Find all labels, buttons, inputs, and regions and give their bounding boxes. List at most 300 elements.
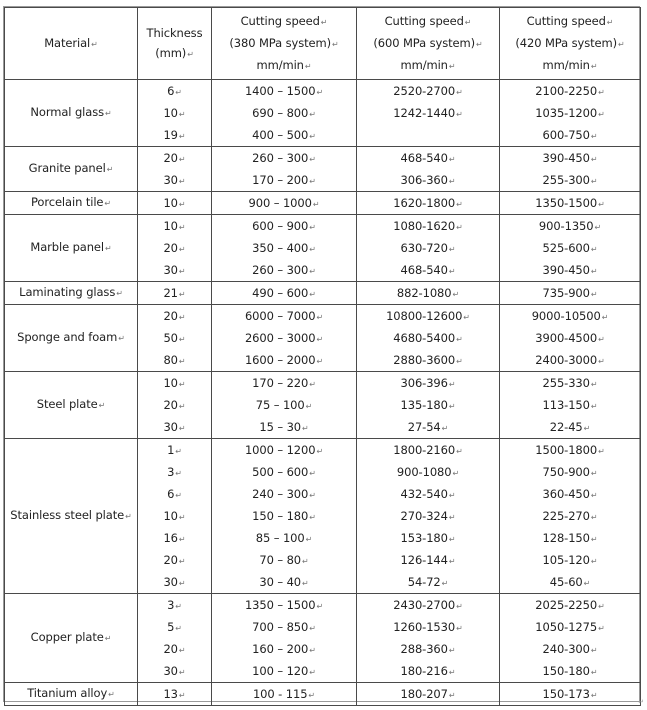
material-label: Copper plate <box>30 630 104 644</box>
paragraph-mark-icon: ↵ <box>448 646 456 655</box>
paragraph-mark-icon: ↵ <box>464 18 472 27</box>
cell-text: 1350-1500 <box>535 196 598 210</box>
paragraph-mark-icon: ↵ <box>590 691 598 700</box>
paragraph-mark-icon: ↵ <box>302 424 309 433</box>
cell-text: 600-750 <box>542 128 590 142</box>
table-body <box>5 80 641 706</box>
cell-text: 390-450 <box>542 263 590 277</box>
speed-value <box>212 80 356 102</box>
table-frame <box>3 6 640 702</box>
speed-cell-420 <box>500 215 641 282</box>
header-speed-380-line3: mm/min <box>256 58 304 72</box>
thickness-value <box>138 461 211 483</box>
paragraph-mark-icon: ↵ <box>309 245 316 254</box>
speed-cell-600 <box>357 282 500 305</box>
paragraph-mark-icon: ↵ <box>178 223 186 232</box>
speed-value <box>212 147 356 169</box>
speed-cell-380 <box>212 683 357 706</box>
cell-text: 882-1080 <box>396 286 452 300</box>
paragraph-mark-icon: ↵ <box>448 155 456 164</box>
cell-text: 15 – 30 <box>259 420 302 434</box>
header-thickness-line2: (mm) <box>155 46 187 60</box>
cell-text: 1035-1200 <box>535 106 598 120</box>
paragraph-mark-icon: ↵ <box>309 177 316 186</box>
thickness-cell <box>138 372 212 439</box>
paragraph-mark-icon: ↵ <box>590 177 598 186</box>
cell-text: 126-144 <box>400 553 448 567</box>
cell-text: 400 – 500 <box>252 128 309 142</box>
speed-value <box>500 282 640 304</box>
thickness-value <box>138 394 211 416</box>
speed-cell-420 <box>500 683 641 706</box>
paragraph-mark-icon: ↵ <box>316 447 324 456</box>
speed-value <box>212 616 356 638</box>
material-cell <box>5 372 138 439</box>
speed-cell-420 <box>500 80 641 147</box>
paragraph-mark-icon: ↵ <box>456 200 463 209</box>
cell-text: 70 – 80 <box>259 553 302 567</box>
paragraph-mark-icon: ↵ <box>456 602 463 611</box>
paragraph-mark-icon: ↵ <box>448 535 456 544</box>
paragraph-mark-icon: ↵ <box>305 535 313 544</box>
speed-value <box>500 527 640 549</box>
paragraph-mark-icon: ↵ <box>598 335 605 344</box>
paragraph-mark-icon: ↵ <box>304 62 312 71</box>
cell-text: 1260-1530 <box>393 620 456 634</box>
cell-text: 306-360 <box>400 173 448 187</box>
paragraph-mark-icon: ↵ <box>590 62 598 71</box>
speed-value <box>357 683 499 705</box>
cell-text: 19 <box>163 128 178 142</box>
paragraph-mark-icon: ↵ <box>178 380 186 389</box>
paragraph-mark-icon: ↵ <box>452 290 460 299</box>
paragraph-mark-icon: ↵ <box>309 267 316 276</box>
speed-value <box>357 660 499 682</box>
paragraph-mark-icon: ↵ <box>456 357 463 366</box>
paragraph-mark-icon: ↵ <box>590 155 598 164</box>
thickness-value <box>138 282 211 304</box>
cell-text: 6000 – 7000 <box>244 309 316 323</box>
speed-value <box>357 394 499 416</box>
paragraph-mark-icon: ↵ <box>125 512 132 521</box>
speed-cell-420 <box>500 372 641 439</box>
cell-text: 1080-1620 <box>393 219 456 233</box>
cell-text: 30 <box>163 664 178 678</box>
paragraph-mark-icon: ↵ <box>178 110 186 119</box>
material-cell <box>5 305 138 372</box>
paragraph-mark-icon: ↵ <box>309 491 316 500</box>
thickness-value <box>138 192 211 214</box>
paragraph-mark-icon: ↵ <box>309 290 316 299</box>
speed-value <box>357 327 499 349</box>
cell-text: 30 <box>163 173 178 187</box>
header-row <box>5 8 641 80</box>
cell-text: 75 – 100 <box>255 398 305 412</box>
header-speed-600 <box>357 8 500 80</box>
paragraph-mark-icon: ↵ <box>598 357 605 366</box>
speed-value <box>500 683 640 705</box>
cell-text: 1 <box>167 443 175 457</box>
paragraph-mark-icon: ↵ <box>456 110 463 119</box>
cell-text: 10 <box>163 509 178 523</box>
speed-value <box>500 147 640 169</box>
speed-value <box>212 169 356 191</box>
paragraph-mark-icon: ↵ <box>590 267 598 276</box>
paragraph-mark-icon: ↵ <box>187 50 194 59</box>
speed-value <box>500 124 640 146</box>
speed-cell-380 <box>212 147 357 192</box>
speed-cell-380 <box>212 80 357 147</box>
paragraph-mark-icon: ↵ <box>448 245 456 254</box>
cell-text: 30 – 40 <box>259 575 302 589</box>
speed-value <box>357 483 499 505</box>
paragraph-mark-icon: ↵ <box>448 691 456 700</box>
paragraph-mark-icon: ↵ <box>178 646 186 655</box>
material-label: Titanium alloy <box>27 686 108 700</box>
speed-value <box>212 416 356 438</box>
speed-value <box>212 102 356 124</box>
speed-value <box>212 394 356 416</box>
paragraph-mark-icon: ↵ <box>583 424 591 433</box>
cell-text: 1000 – 1200 <box>244 443 316 457</box>
speed-value <box>500 327 640 349</box>
thickness-value <box>138 416 211 438</box>
speed-value <box>500 483 640 505</box>
speed-value <box>500 169 640 191</box>
header-thickness <box>138 8 212 80</box>
paragraph-mark-icon: ↵ <box>309 513 316 522</box>
paragraph-mark-icon: ↵ <box>105 244 112 253</box>
paragraph-mark-icon: ↵ <box>590 380 598 389</box>
cell-text: 54-72 <box>407 575 441 589</box>
material-cell <box>5 594 138 683</box>
cell-text: 1620-1800 <box>393 196 456 210</box>
speed-value <box>212 349 356 371</box>
material-group-row <box>5 80 641 147</box>
cell-text: 105-120 <box>542 553 590 567</box>
paragraph-mark-icon: ↵ <box>618 40 625 49</box>
paragraph-mark-icon: ↵ <box>590 513 598 522</box>
paragraph-mark-icon: ↵ <box>448 267 456 276</box>
cell-text: 160 – 200 <box>252 642 309 656</box>
speed-value <box>212 192 356 214</box>
speed-value <box>357 192 499 214</box>
paragraph-mark-icon: ↵ <box>590 245 598 254</box>
speed-value <box>500 372 640 394</box>
cell-text: 16 <box>163 531 178 545</box>
cell-text: 5 <box>167 620 175 634</box>
paragraph-mark-icon: ↵ <box>178 535 186 544</box>
thickness-cell <box>138 192 212 215</box>
speed-value <box>500 237 640 259</box>
cell-text: 10 <box>163 196 178 210</box>
paragraph-mark-icon: ↵ <box>448 177 456 186</box>
paragraph-mark-icon: ↵ <box>178 513 186 522</box>
paragraph-mark-icon: ↵ <box>175 469 182 478</box>
paragraph-mark-icon: ↵ <box>312 200 320 209</box>
paragraph-mark-icon: ↵ <box>309 624 316 633</box>
speed-value <box>357 549 499 571</box>
paragraph-mark-icon: ↵ <box>178 267 186 276</box>
paragraph-mark-icon: ↵ <box>309 646 316 655</box>
cell-text: 900-1080 <box>396 465 452 479</box>
speed-value <box>357 349 499 371</box>
paragraph-mark-icon: ↵ <box>606 18 614 27</box>
speed-cell-380 <box>212 439 357 594</box>
speed-value <box>357 215 499 237</box>
cell-text: 750-900 <box>542 465 590 479</box>
header-material <box>5 8 138 80</box>
speed-cell-420 <box>500 192 641 215</box>
material-group-row <box>5 192 641 215</box>
cell-text: 150 – 180 <box>252 509 309 523</box>
paragraph-mark-icon: ↵ <box>441 579 449 588</box>
header-material-label: Material <box>44 36 91 50</box>
cell-text: 100 – 120 <box>252 664 309 678</box>
paragraph-mark-icon: ↵ <box>441 424 449 433</box>
cell-text: 1600 – 2000 <box>244 353 316 367</box>
thickness-value <box>138 571 211 593</box>
speed-value <box>212 372 356 394</box>
paragraph-mark-icon: ↵ <box>175 447 182 456</box>
speed-cell-380 <box>212 282 357 305</box>
material-label: Steel plate <box>36 397 98 411</box>
cell-text: 150-173 <box>542 687 590 701</box>
cell-text: 113-150 <box>542 398 590 412</box>
cell-text: 468-540 <box>400 263 448 277</box>
material-cell <box>5 147 138 192</box>
cell-text: 20 <box>163 642 178 656</box>
cell-text: 260 – 300 <box>252 263 309 277</box>
paragraph-mark-icon: ↵ <box>178 668 186 677</box>
cell-text: 170 – 200 <box>252 173 309 187</box>
speed-value <box>500 571 640 593</box>
speed-value <box>212 124 356 146</box>
thickness-value <box>138 660 211 682</box>
cell-text: 80 <box>163 353 178 367</box>
paragraph-mark-icon: ↵ <box>601 313 609 322</box>
speed-value <box>357 461 499 483</box>
cell-text: 20 <box>163 309 178 323</box>
paragraph-mark-icon: ↵ <box>178 579 186 588</box>
paragraph-mark-icon: ↵ <box>302 557 309 566</box>
paragraph-mark-icon: ↵ <box>178 245 186 254</box>
cell-text: 135-180 <box>400 398 448 412</box>
cell-text: 10 <box>163 219 178 233</box>
cell-text: 2025-2250 <box>535 598 598 612</box>
speed-cell-380 <box>212 192 357 215</box>
paragraph-mark-icon: ↵ <box>309 155 316 164</box>
material-group-row <box>5 594 641 683</box>
cell-text: 468-540 <box>400 151 448 165</box>
paragraph-mark-icon: ↵ <box>178 424 186 433</box>
cell-text: 10 <box>163 376 178 390</box>
speed-value <box>500 660 640 682</box>
material-cell <box>5 192 138 215</box>
cell-text: 1350 – 1500 <box>244 598 316 612</box>
cell-text: 900 – 1000 <box>248 196 312 210</box>
cell-text: 150-180 <box>542 664 590 678</box>
speed-value <box>212 259 356 281</box>
header-speed-420-line3: mm/min <box>542 58 590 72</box>
paragraph-mark-icon: ↵ <box>305 402 313 411</box>
cell-text: 3 <box>167 465 175 479</box>
thickness-value <box>138 259 211 281</box>
paragraph-mark-icon: ↵ <box>309 380 316 389</box>
cell-text: 45-60 <box>549 575 583 589</box>
material-group-row <box>5 215 641 282</box>
paragraph-mark-icon: ↵ <box>448 62 456 71</box>
paragraph-mark-icon: ↵ <box>452 469 460 478</box>
thickness-value <box>138 215 211 237</box>
paragraph-mark-icon: ↵ <box>598 88 605 97</box>
thickness-value <box>138 305 211 327</box>
header-speed-600-line3: mm/min <box>400 58 448 72</box>
cell-text: 10800-12600 <box>386 309 463 323</box>
speed-value <box>500 215 640 237</box>
speed-cell-420 <box>500 594 641 683</box>
speed-cell-420 <box>500 305 641 372</box>
paragraph-mark-icon: ↵ <box>594 223 602 232</box>
speed-value <box>500 616 640 638</box>
paragraph-mark-icon: ↵ <box>309 132 316 141</box>
thickness-cell <box>138 594 212 683</box>
paragraph-mark-icon: ↵ <box>178 557 186 566</box>
cell-text: 9000-10500 <box>531 309 601 323</box>
paragraph-mark-icon: ↵ <box>456 447 463 456</box>
cell-text: 630-720 <box>400 241 448 255</box>
header-speed-420 <box>500 8 641 80</box>
speed-value <box>212 327 356 349</box>
speed-value <box>357 571 499 593</box>
material-group-row <box>5 439 641 594</box>
material-cell <box>5 282 138 305</box>
paragraph-mark-icon: ↵ <box>476 40 483 49</box>
speed-value <box>212 660 356 682</box>
paragraph-mark-icon: ↵ <box>463 313 470 322</box>
paragraph-mark-icon: ↵ <box>178 200 186 209</box>
thickness-value <box>138 102 211 124</box>
speed-value <box>357 416 499 438</box>
cell-text: 432-540 <box>400 487 448 501</box>
cell-text: 20 <box>163 241 178 255</box>
paragraph-mark-icon: ↵ <box>309 110 316 119</box>
cell-text: 85 – 100 <box>255 531 305 545</box>
speed-value <box>212 594 356 616</box>
speed-value <box>357 439 499 461</box>
paragraph-mark-icon: ↵ <box>316 602 324 611</box>
paragraph-mark-icon: ↵ <box>309 668 316 677</box>
material-label: Stainless steel plate <box>10 508 125 522</box>
speed-value <box>500 549 640 571</box>
paragraph-mark-icon: ↵ <box>116 289 123 298</box>
paragraph-mark-icon: ↵ <box>175 491 182 500</box>
speed-value <box>212 505 356 527</box>
speed-value <box>500 416 640 438</box>
paragraph-mark-icon: ↵ <box>590 132 598 141</box>
speed-value <box>357 305 499 327</box>
header-speed-420-line2: (420 MPa system) <box>515 36 617 50</box>
cell-text: 900-1350 <box>538 219 594 233</box>
speed-cell-600 <box>357 439 500 594</box>
cell-text: 30 <box>163 420 178 434</box>
cell-text: 1400 – 1500 <box>244 84 316 98</box>
speed-cell-420 <box>500 439 641 594</box>
cell-text: 2880-3600 <box>393 353 456 367</box>
speed-value <box>212 549 356 571</box>
material-label: Marble panel <box>30 240 105 254</box>
speed-cell-380 <box>212 372 357 439</box>
speed-value <box>500 192 640 214</box>
header-speed-380-line1: Cutting speed <box>240 14 320 28</box>
material-group-row <box>5 305 641 372</box>
speed-cell-420 <box>500 147 641 192</box>
paragraph-mark-icon: ↵ <box>316 313 324 322</box>
speed-value <box>500 80 640 102</box>
thickness-value <box>138 124 211 146</box>
speed-value <box>212 305 356 327</box>
thickness-cell <box>138 282 212 305</box>
cell-text: 10 <box>163 106 178 120</box>
thickness-value <box>138 549 211 571</box>
paragraph-mark-icon: ↵ <box>309 223 316 232</box>
speed-cell-600 <box>357 305 500 372</box>
cell-text: 21 <box>163 286 178 300</box>
speed-cell-600 <box>357 215 500 282</box>
material-group-row <box>5 147 641 192</box>
speed-value <box>212 461 356 483</box>
cell-text: 306-396 <box>400 376 448 390</box>
paragraph-mark-icon: ↵ <box>598 602 605 611</box>
paragraph-mark-icon: ↵ <box>118 334 125 343</box>
paragraph-mark-icon: ↵ <box>316 357 324 366</box>
speed-value <box>212 527 356 549</box>
cell-text: 153-180 <box>400 531 448 545</box>
paragraph-mark-icon: ↵ <box>456 88 463 97</box>
cell-text: 700 – 850 <box>252 620 309 634</box>
paragraph-mark-icon: ↵ <box>104 634 112 643</box>
material-label: Granite panel <box>28 161 106 175</box>
paragraph-mark-icon: ↵ <box>598 110 605 119</box>
paragraph-mark-icon: ↵ <box>178 691 186 700</box>
paragraph-mark-icon: ↵ <box>590 535 598 544</box>
paragraph-mark-icon: ↵ <box>590 402 598 411</box>
speed-value <box>500 638 640 660</box>
cell-text: 1500-1800 <box>535 443 598 457</box>
cell-text: 20 <box>163 553 178 567</box>
paragraph-mark-icon: ↵ <box>590 557 598 566</box>
cell-text: 2430-2700 <box>393 598 456 612</box>
speed-cell-380 <box>212 594 357 683</box>
cell-text: 288-360 <box>400 642 448 656</box>
paragraph-mark-icon: ↵ <box>590 290 598 299</box>
paragraph-mark-icon: ↵ <box>448 557 456 566</box>
cell-text: 525-600 <box>542 241 590 255</box>
cell-text: 225-270 <box>542 509 590 523</box>
cell-text: 690 – 800 <box>252 106 309 120</box>
thickness-value <box>138 505 211 527</box>
speed-value <box>357 80 499 102</box>
cell-text: 255-330 <box>542 376 590 390</box>
cell-text: 128-150 <box>542 531 590 545</box>
paragraph-mark-icon: ↵ <box>98 401 106 410</box>
thickness-value <box>138 147 211 169</box>
thickness-value <box>138 327 211 349</box>
thickness-value <box>138 372 211 394</box>
paragraph-mark-icon: ↵ <box>178 357 186 366</box>
cell-text: 180-216 <box>400 664 448 678</box>
thickness-value <box>138 483 211 505</box>
